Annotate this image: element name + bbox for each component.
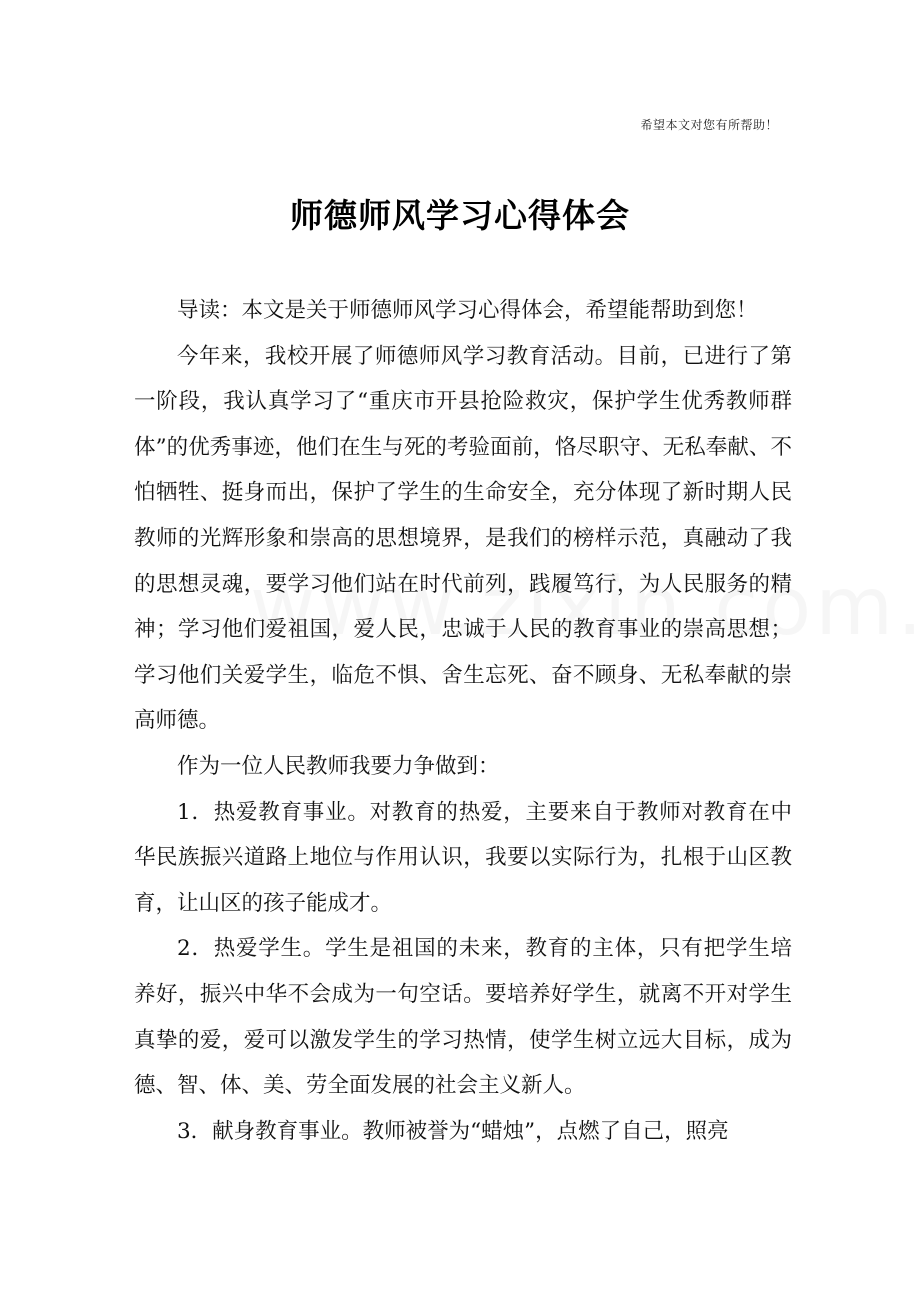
document-body: [134, 288, 792, 1154]
document-title: 师德师风学习心得体会: [290, 196, 630, 235]
body-paragraph: 作为一位人民教师我要力争做到：: [177, 753, 500, 779]
numbered-paragraph-3: 3．献身教育事业。教师被誉为“蜡烛”，点燃了自己，照亮: [177, 1118, 729, 1144]
numbered-paragraph-1: 1．热爱教育事业。对教育的热爱，主要来自于教师对教育在中华民族振兴道路上地位与作用认识，我要以实际行为，扎根于山区教育，让山区的孩子能成才。: [134, 799, 792, 916]
intro-paragraph: 导读：本文是关于师德师风学习心得体会，希望能帮助到您！: [177, 298, 758, 323]
body-paragraph: 今年来，我校开展了师德师风学习教育活动。目前，已进行了第一阶段，我认真学习了“重庆市开县抢险救灾，保护学生优秀教师群体”的优秀事迹，他们在生与死的考验面前，恪尽职守、无私奉献、不怕牺牲、挺身而出，保护了学生的生命安全，充分体现了新时期人民教师的光辉形象和崇高的思想境界，是我们的榜样示范，真融动了我的思想灵魂，要学习他们站在时代前列，践履笃行，为人民服务的精神；学习他们爱祖国，爱人民，忠诚于人民的教育事业的崇高思想；学习他们关爱学生，临危不惧、舍生忘死、奋不顾身、无私奉献的崇高师德。: [134, 343, 792, 734]
header-note: 希望本文对您有所帮助！: [640, 118, 778, 132]
numbered-paragraph-2: 2．热爱学生。学生是祖国的未来，教育的主体，只有把学生培养好，振兴中华不会成为一句空话。要培养好学生，就离不开对学生真挚的爱，爱可以激发学生的学习热情，使学生树立远大目标，成为德、智、体、美、劳全面发展的社会主义新人。: [134, 936, 792, 1099]
